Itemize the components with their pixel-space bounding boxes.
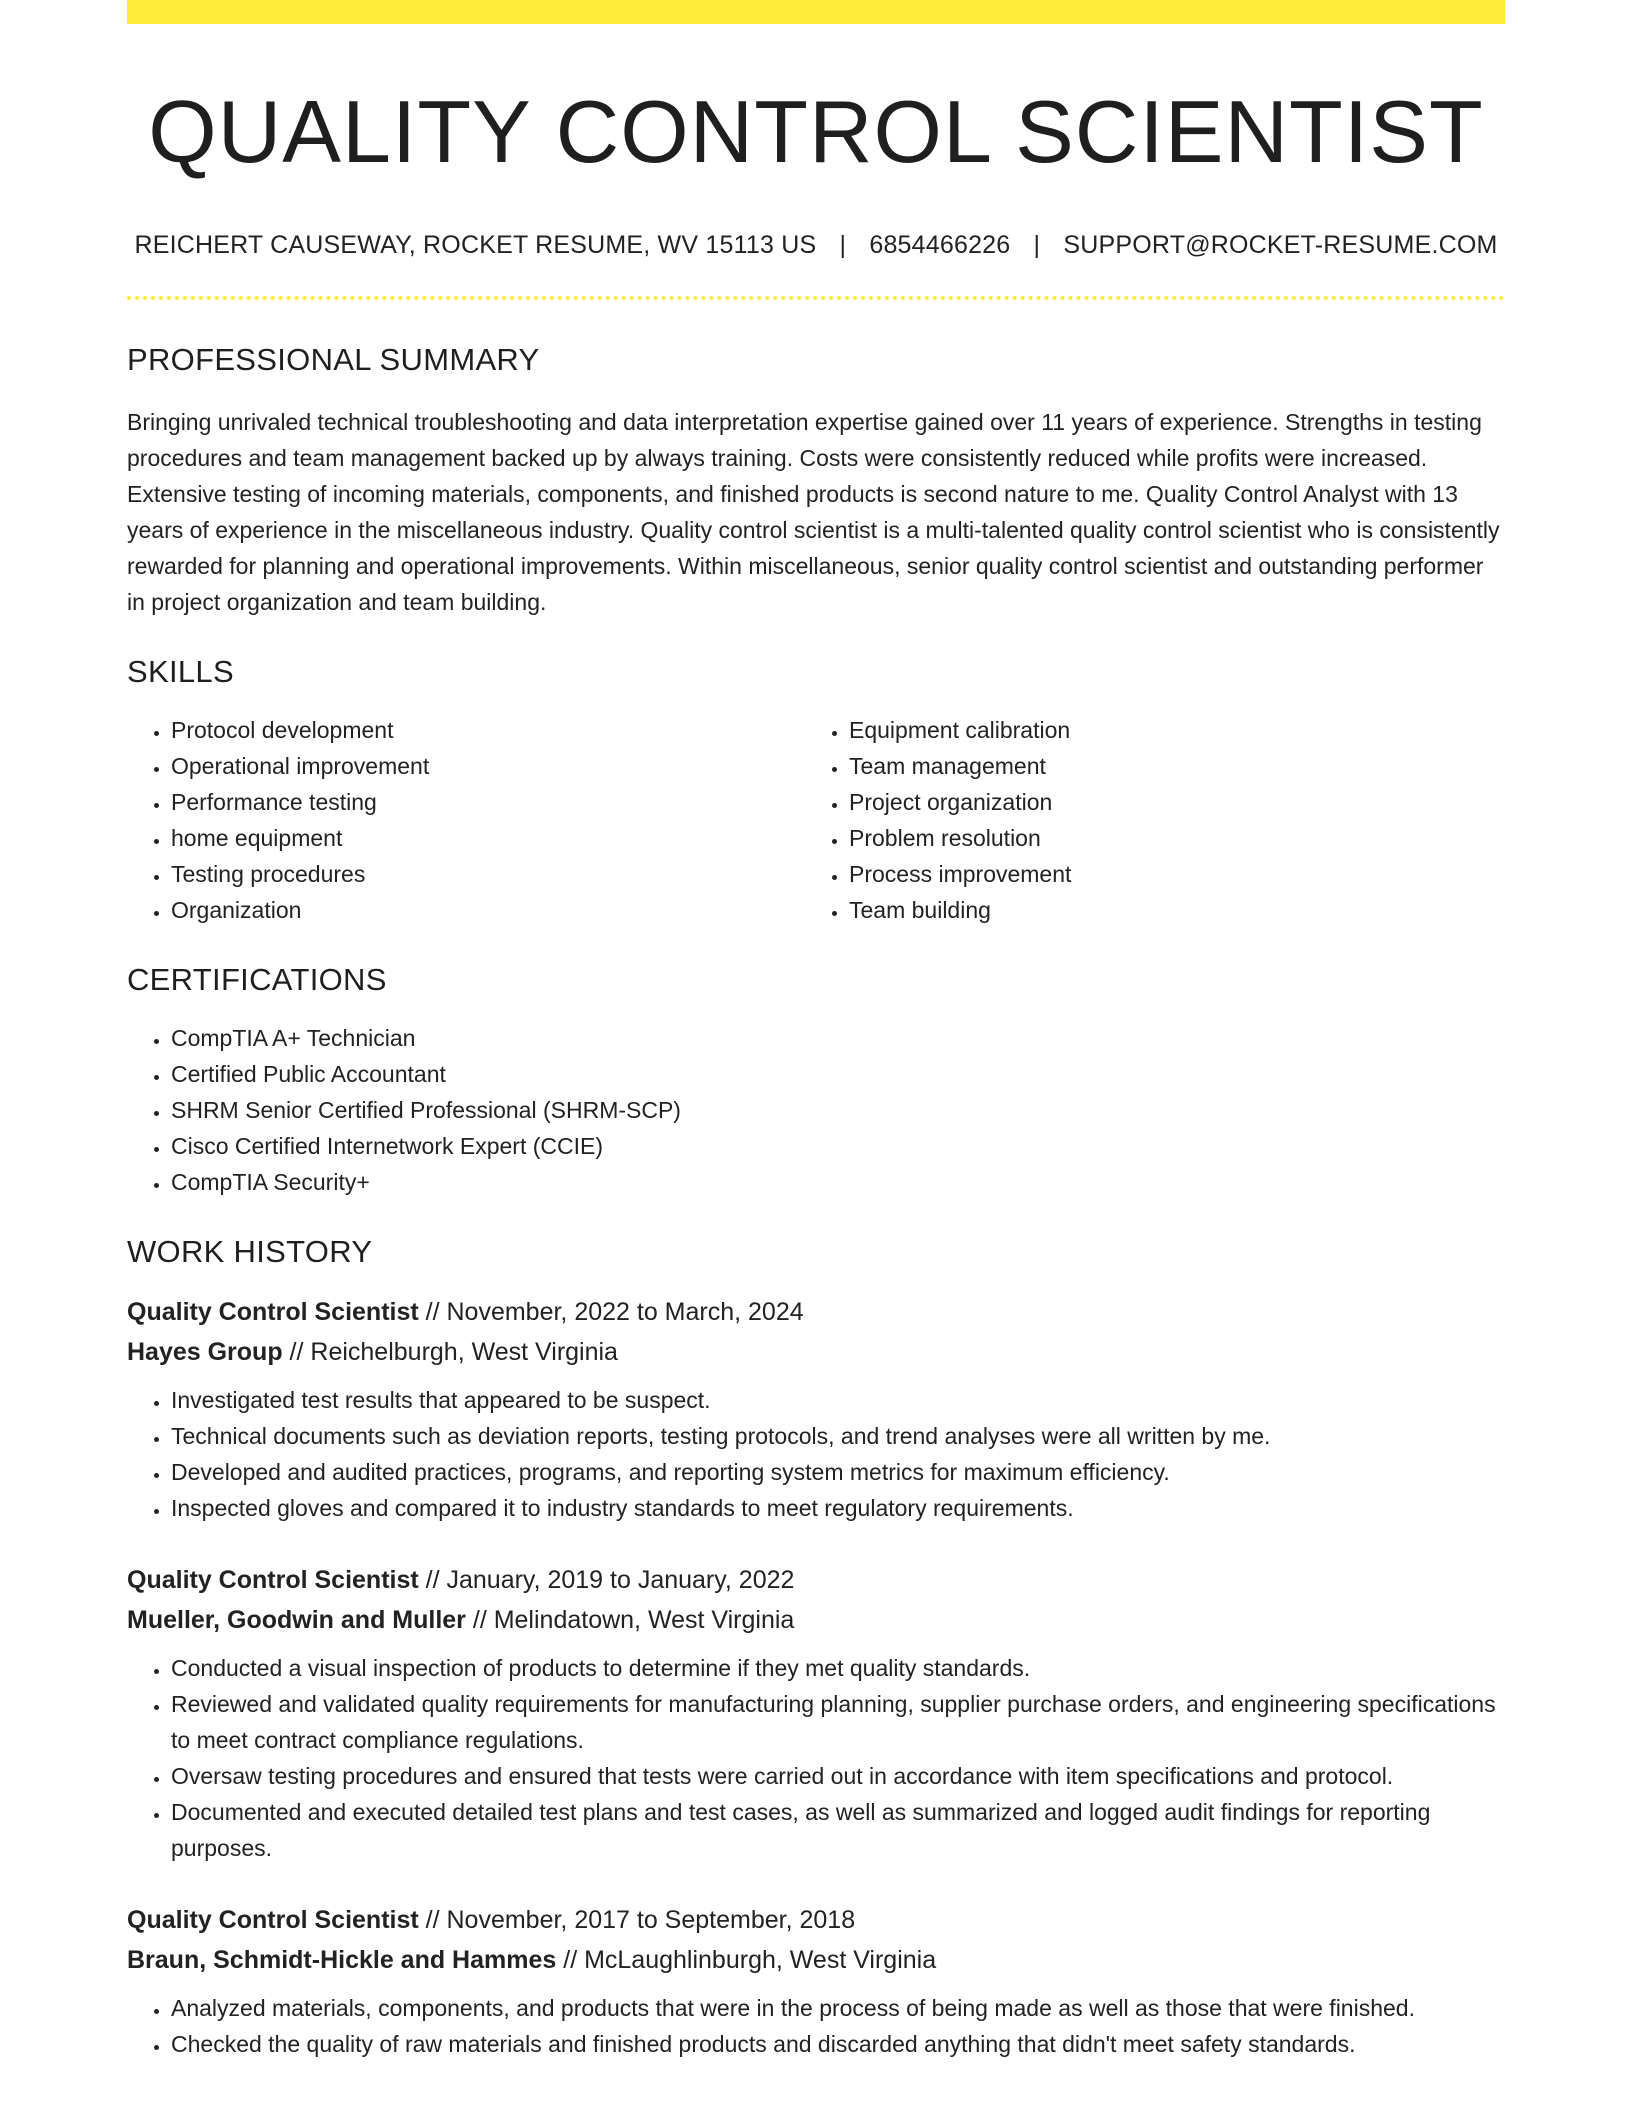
certifications-list: [127, 1020, 1505, 1200]
job-entry: [127, 1292, 1505, 1526]
skill-item: • Team management: [849, 748, 1483, 784]
job-company: Mueller, Goodwin and Muller: [127, 1605, 466, 1634]
skills-heading: SKILLS: [127, 653, 234, 689]
job-bullet: • Oversaw testing procedures and ensured that tests were carried out in accordance with item specifications and protocol.: [171, 1758, 1505, 1794]
resume-title: QUALITY CONTROL SCIENTIST: [148, 82, 1484, 181]
skill-item: • Protocol development: [171, 712, 805, 748]
job-dates: // January, 2019 to January, 2022: [418, 1565, 795, 1594]
job-company: Braun, Schmidt-Hickle and Hammes: [127, 1945, 557, 1974]
skill-item: • Project organization: [849, 784, 1483, 820]
job-bullets: [127, 1990, 1505, 2062]
job-company: Hayes Group: [127, 1337, 283, 1366]
job-bullet: • Inspected gloves and compared it to industry standards to meet regulatory requirements.: [171, 1490, 1505, 1526]
job-role-line: [127, 1560, 1505, 1600]
skill-item: • Process improvement: [849, 856, 1483, 892]
certifications-heading: CERTIFICATIONS: [127, 961, 387, 997]
skill-item: • Team building: [849, 892, 1483, 928]
summary-section: [127, 342, 1505, 620]
certification-item: • Cisco Certified Internetwork Expert (CCIE): [171, 1128, 1505, 1164]
contact-line: [127, 231, 1505, 260]
skills-list-left: [127, 712, 805, 928]
contact-email: SUPPORT@ROCKET-RESUME.COM: [1063, 230, 1498, 259]
summary-text: Bringing unrivaled technical troubleshooting and data interpretation expertise gained over 11 years of experience. Strengths in testing procedures and team management backed up by always training. Costs were consistently reduced while profits were increased. Extensive testing of incoming materials, components, and finished products is second nature to me. Quality Control Analyst with 13 years of experience in the miscellaneous industry. Quality control scientist is a multi-talented quality control scientist who is consistently rewarded for planning and operational improvements. Within miscellaneous, senior quality control scientist and outstanding performer in project organization and team building.: [127, 408, 1500, 615]
job-role-line: [127, 1292, 1505, 1332]
skills-list-right: [805, 712, 1483, 928]
skill-item: • Organization: [171, 892, 805, 928]
job-bullet: • Conducted a visual inspection of products to determine if they met quality standards.: [171, 1650, 1505, 1686]
job-location: // Reichelburgh, West Virginia: [282, 1337, 618, 1366]
resume-page: [127, 0, 1505, 2062]
job-bullet: • Developed and audited practices, programs, and reporting system metrics for maximum efficiency.: [171, 1454, 1505, 1490]
certification-item: • CompTIA A+ Technician: [171, 1020, 1505, 1056]
job-bullet: • Technical documents such as deviation reports, testing protocols, and trend analyses were all written by me.: [171, 1418, 1505, 1454]
contact-address: REICHERT CAUSEWAY, ROCKET RESUME, WV 15113 US: [134, 230, 817, 259]
certifications-section: [127, 962, 1505, 1200]
job-role: Quality Control Scientist: [127, 1905, 419, 1934]
job-location: // McLaughlinburgh, West Virginia: [556, 1945, 937, 1974]
job-bullets: [127, 1650, 1505, 1866]
job-dates: // November, 2017 to September, 2018: [418, 1905, 856, 1934]
job-dates: // November, 2022 to March, 2024: [418, 1297, 804, 1326]
certification-item: • CompTIA Security+: [171, 1164, 1505, 1200]
contact-phone: 6854466226: [869, 230, 1011, 259]
summary-heading: PROFESSIONAL SUMMARY: [127, 341, 540, 377]
certification-item: • Certified Public Accountant: [171, 1056, 1505, 1092]
job-company-line: [127, 1940, 1505, 1980]
job-location: // Melindatown, West Virginia: [465, 1605, 795, 1634]
job-bullet: • Analyzed materials, components, and products that were in the process of being made as well as those that were finished.: [171, 1990, 1505, 2026]
contact-separator: |: [839, 230, 847, 259]
job-entry: [127, 1560, 1505, 1866]
job-role: Quality Control Scientist: [127, 1297, 419, 1326]
job-bullet: • Reviewed and validated quality requirements for manufacturing planning, supplier purchase orders, and engineering specifications to meet contract compliance regulations.: [171, 1686, 1505, 1758]
skill-item: • home equipment: [171, 820, 805, 856]
job-role-line: [127, 1900, 1505, 1940]
job-entry: [127, 1900, 1505, 2062]
work-history-heading: WORK HISTORY: [127, 1233, 373, 1269]
job-bullet: • Checked the quality of raw materials and finished products and discarded anything that didn't meet safety standards.: [171, 2026, 1505, 2062]
job-bullets: [127, 1382, 1505, 1526]
header-divider: [127, 296, 1505, 300]
work-history-section: [127, 1234, 1505, 2062]
skill-item: • Performance testing: [171, 784, 805, 820]
job-bullet: • Documented and executed detailed test plans and test cases, as well as summarized and logged audit findings for reporting purposes.: [171, 1794, 1505, 1866]
job-company-line: [127, 1600, 1505, 1640]
contact-separator: |: [1033, 230, 1041, 259]
skill-item: • Equipment calibration: [849, 712, 1483, 748]
certification-item: • SHRM Senior Certified Professional (SHRM-SCP): [171, 1092, 1505, 1128]
job-role: Quality Control Scientist: [127, 1565, 419, 1594]
skills-section: [127, 654, 1505, 928]
skills-columns: [127, 712, 1505, 928]
skill-item: • Testing procedures: [171, 856, 805, 892]
job-company-line: [127, 1332, 1505, 1372]
skill-item: • Problem resolution: [849, 820, 1483, 856]
job-bullet: • Investigated test results that appeared to be suspect.: [171, 1382, 1505, 1418]
top-accent-bar: [127, 0, 1505, 24]
skill-item: • Operational improvement: [171, 748, 805, 784]
